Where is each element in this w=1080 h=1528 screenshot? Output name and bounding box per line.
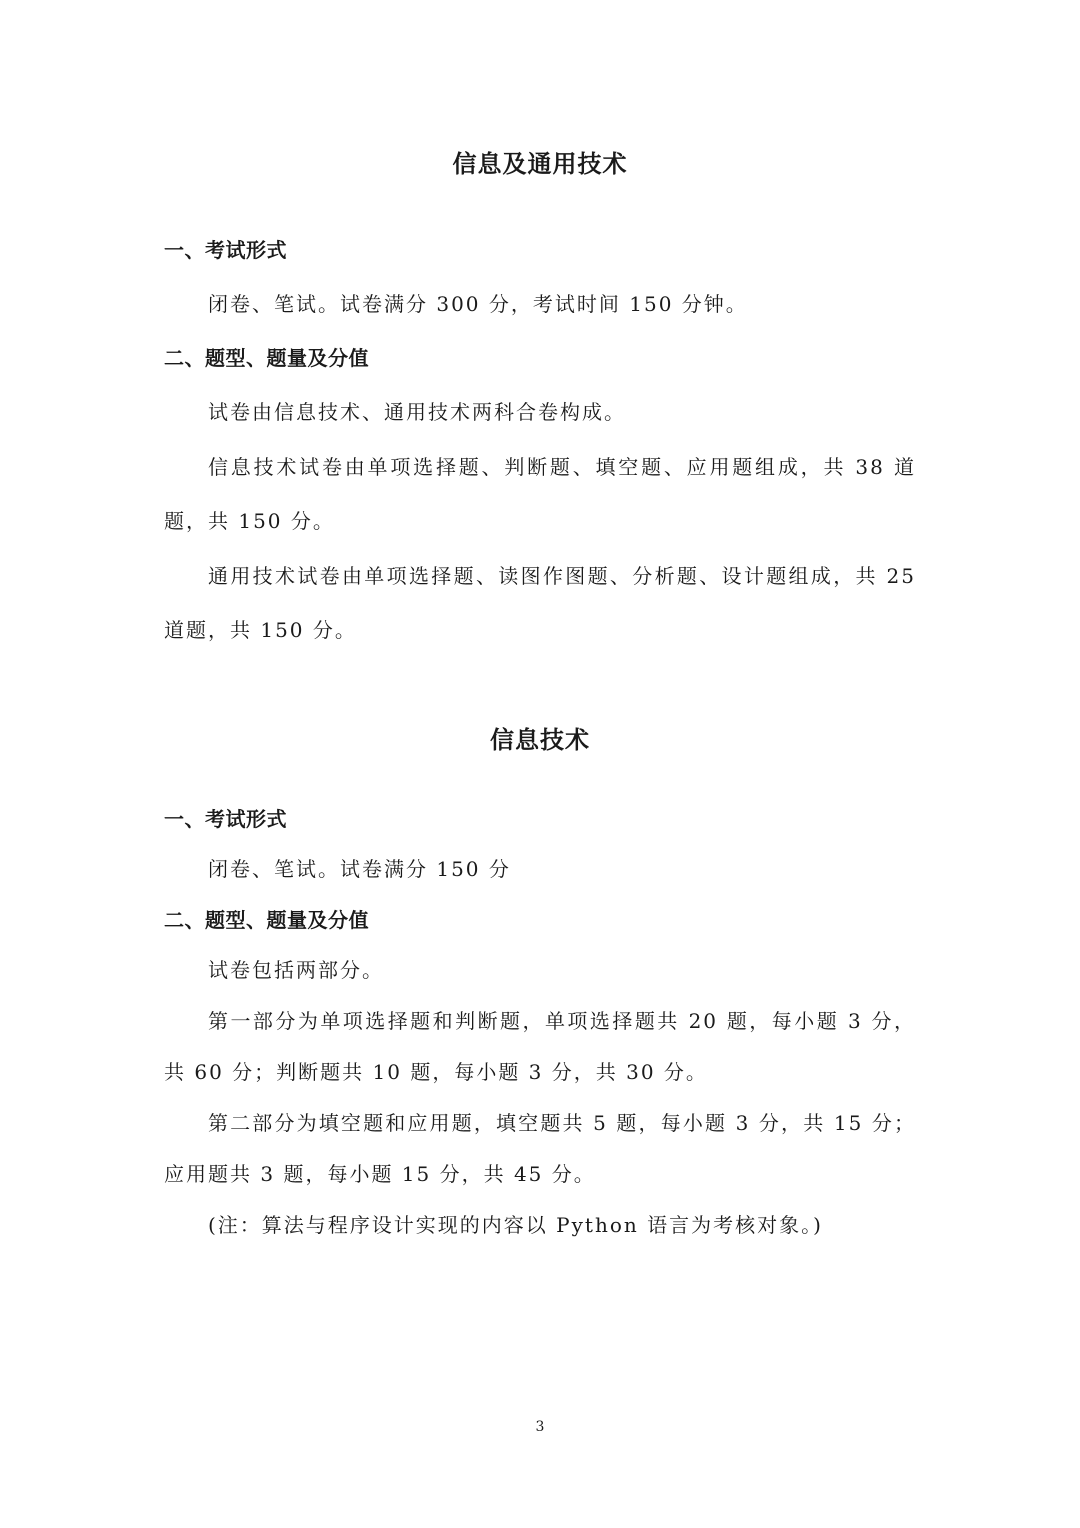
- section2-note: (注：算法与程序设计实现的内容以 Python 语言为考核对象。): [208, 1213, 823, 1237]
- section-title-info-tech: 信息技术: [490, 726, 590, 754]
- section1-heading-exam-form: 一、考试形式: [164, 238, 287, 262]
- section2-part-one: 第一部分为单项选择题和判断题，单项选择题共 20 题，每小题 3 分，共 60 分；判断题共 10 题，每小题 3 分，共 30 分。: [164, 1009, 916, 1084]
- section1-info-tech-paper: 信息技术试卷由单项选择题、判断题、填空题、应用题组成，共 38 道题，共 150 分。: [164, 455, 916, 533]
- section-title-info-general-tech: 信息及通用技术: [452, 150, 628, 178]
- section2-heading-question-types: 二、题型、题量及分值: [164, 908, 369, 932]
- section2-part-two: 第二部分为填空题和应用题，填空题共 5 题，每小题 3 分，共 15 分；应用题共 3 题，每小题 15 分，共 45 分。: [164, 1111, 916, 1186]
- section1-general-tech-paper: 通用技术试卷由单项选择题、读图作图题、分析题、设计题组成，共 25 道题，共 150 分。: [164, 564, 916, 642]
- section1-paper-composition: 试卷由信息技术、通用技术两科合卷构成。: [208, 400, 626, 424]
- section2-heading-exam-form: 一、考试形式: [164, 807, 287, 831]
- section1-heading-question-types: 二、题型、题量及分值: [164, 346, 369, 370]
- page-number: 3: [535, 1419, 545, 1435]
- section1-exam-form-text: 闭卷、笔试。试卷满分 300 分，考试时间 150 分钟。: [208, 292, 748, 316]
- section2-paper-parts: 试卷包括两部分。: [208, 958, 384, 982]
- section2-exam-form-text: 闭卷、笔试。试卷满分 150 分: [208, 857, 511, 881]
